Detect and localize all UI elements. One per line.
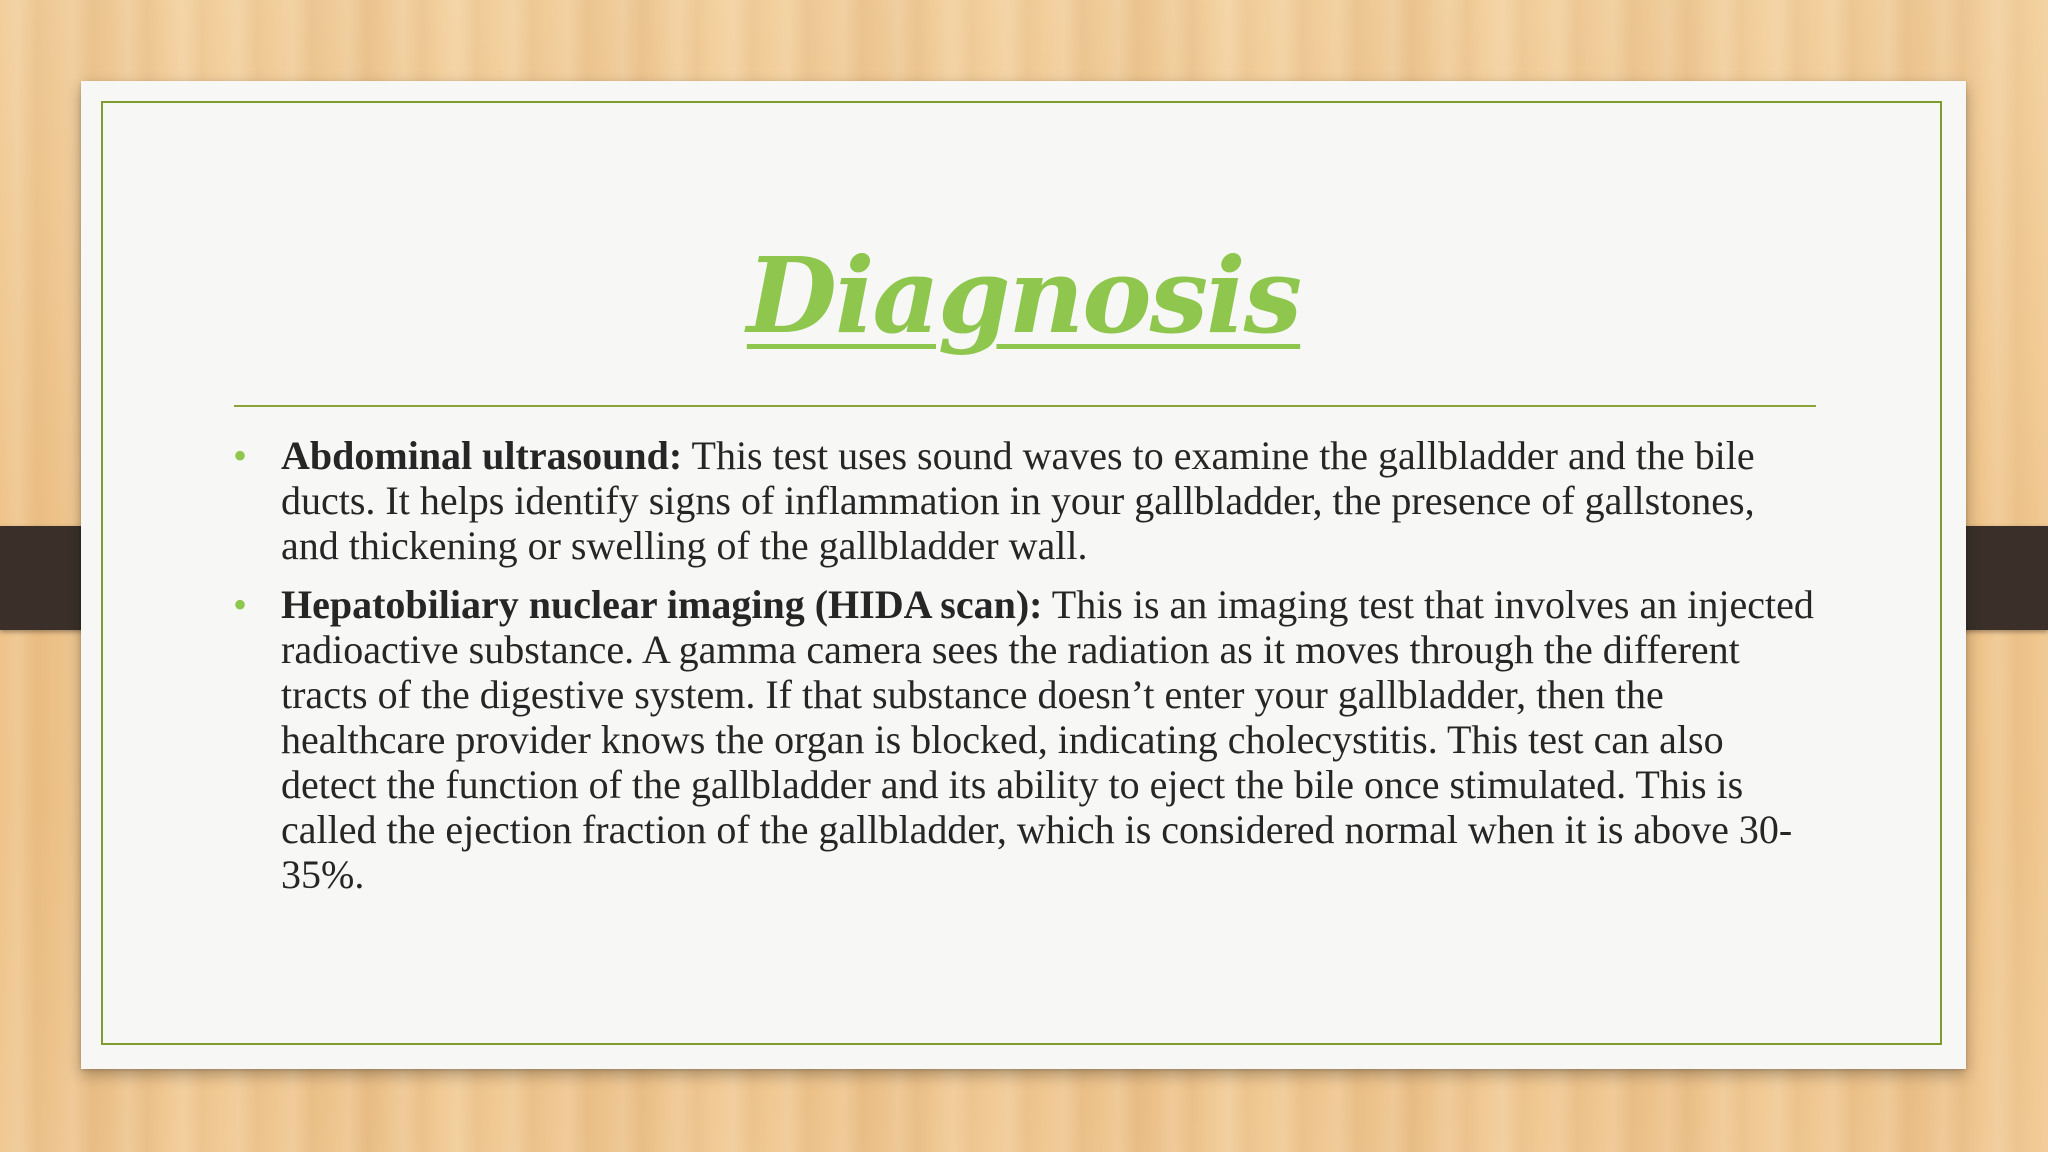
bullet-dot-icon: • [233,582,248,627]
bullet-item-ultrasound [231,433,1821,568]
bullet-term: Hepatobiliary nuclear imaging (HIDA scan): [281,582,1043,627]
bullet-list [231,433,1821,911]
bullet-text: This is an imaging test that involves an injected radioactive substance. A gamma camera sees the radiation as it moves through the different tracts of the digestive system. If that substance doesn’t enter your gallbladder, then the healthcare provider knows the organ is blocked, indicating cholecystitis. This test can also detect the function of the gallbladder and its ability to eject the bile once stimulated. This is called the ejection fraction of the gallbladder, which is considered normal when it is above 30-35%. [281,582,1814,897]
bullet-term: Abdominal ultrasound: [281,433,683,478]
title-divider [234,405,1816,407]
slide-title: Diagnosis [746,234,1301,357]
bullet-item-hida-scan [231,582,1821,897]
bullet-dot-icon: • [233,433,248,478]
slide [81,81,1966,1069]
bullet-text: This test uses sound waves to examine the gallbladder and the bile ducts. It helps identify signs of inflammation in your gallbladder, the presence of gallstones, and thickening or swelling of the gallbladder wall. [281,433,1755,568]
